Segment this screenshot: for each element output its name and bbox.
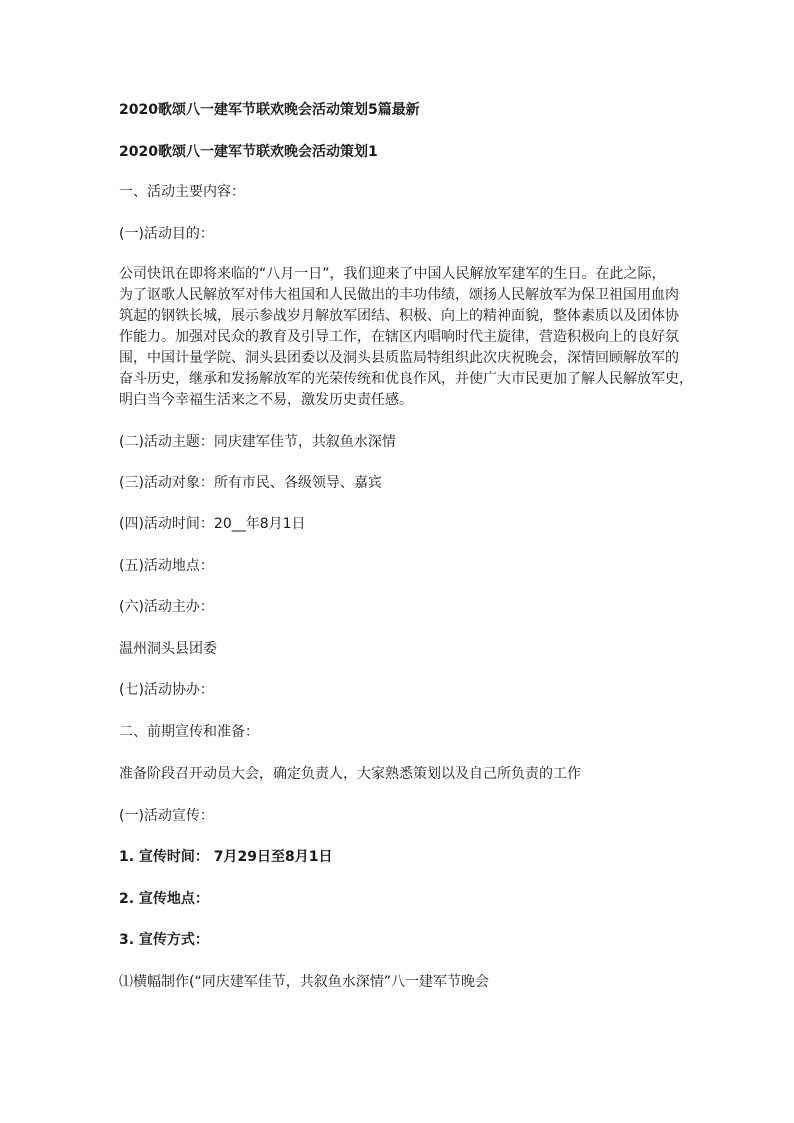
paragraph-line: 奋斗历史，继承和发扬解放军的光荣传统和优良作风，并使广大市民更加了解人民解放军史， <box>119 371 693 387</box>
preparation-text: 准备阶段召开动员大会，确定负责人，大家熟悉策划以及自己所负责的工作 <box>119 766 581 782</box>
section-2-heading: 二、前期宣传和准备： <box>119 724 259 740</box>
activity-host: (六)活动主办： <box>119 599 214 615</box>
activity-theme: (二)活动主题：同庆建军佳节，共叙鱼水深情 <box>119 434 396 450</box>
activity-co-host: (七)活动协办： <box>119 682 214 698</box>
paragraph-line: 围，中国计量学院、洞头县团委以及洞头县质监局特组织此次庆祝晚会，深情回顾解放军的 <box>119 350 679 366</box>
paragraph-line: 明白当今幸福生活来之不易，激发历史责任感。 <box>119 392 413 408</box>
section-1-heading: 一、活动主要内容： <box>119 184 245 200</box>
document-title: 2020歌颂八一建军节联欢晚会活动策划5篇最新 <box>119 102 420 118</box>
activity-location: (五)活动地点： <box>119 558 214 574</box>
purpose-heading: (一)活动目的： <box>119 226 214 242</box>
banner-item: ⑴横幅制作(“同庆建军佳节，共叙鱼水深情”八一建军节晚会 <box>119 974 489 990</box>
paragraph-line: 筑起的钢铁长城，展示参战岁月解放军团结、积极、向上的精神面貌，整体素质以及团体协 <box>119 308 679 324</box>
promotion-time: 1. 宣传时间： 7月29日至8月1日 <box>119 849 333 865</box>
promotion-place: 2. 宣传地点： <box>119 891 209 907</box>
paragraph-line: 作能力。加强对民众的教育及引导工作，在辖区内唱响时代主旋律，营造积极向上的良好氛 <box>119 329 679 345</box>
plan-subtitle: 2020歌颂八一建军节联欢晚会活动策划1 <box>119 144 378 160</box>
promotion-heading: (一)活动宣传： <box>119 808 214 824</box>
paragraph-line: 为了讴歌人民解放军对伟大祖国和人民做出的丰功伟绩，颂扬人民解放军为保卫祖国用血肉 <box>119 287 679 303</box>
purpose-paragraph <box>119 264 693 411</box>
promotion-method: 3. 宣传方式： <box>119 932 209 948</box>
host-value: 温州洞头县团委 <box>119 641 217 657</box>
activity-audience: (三)活动对象：所有市民、各级领导、嘉宾 <box>119 475 382 491</box>
paragraph-line: 公司快讯在即将来临的“八月一日”，我们迎来了中国人民解放军建军的生日。在此之际， <box>119 266 666 282</box>
activity-time: (四)活动时间：20__年8月1日 <box>119 516 306 532</box>
